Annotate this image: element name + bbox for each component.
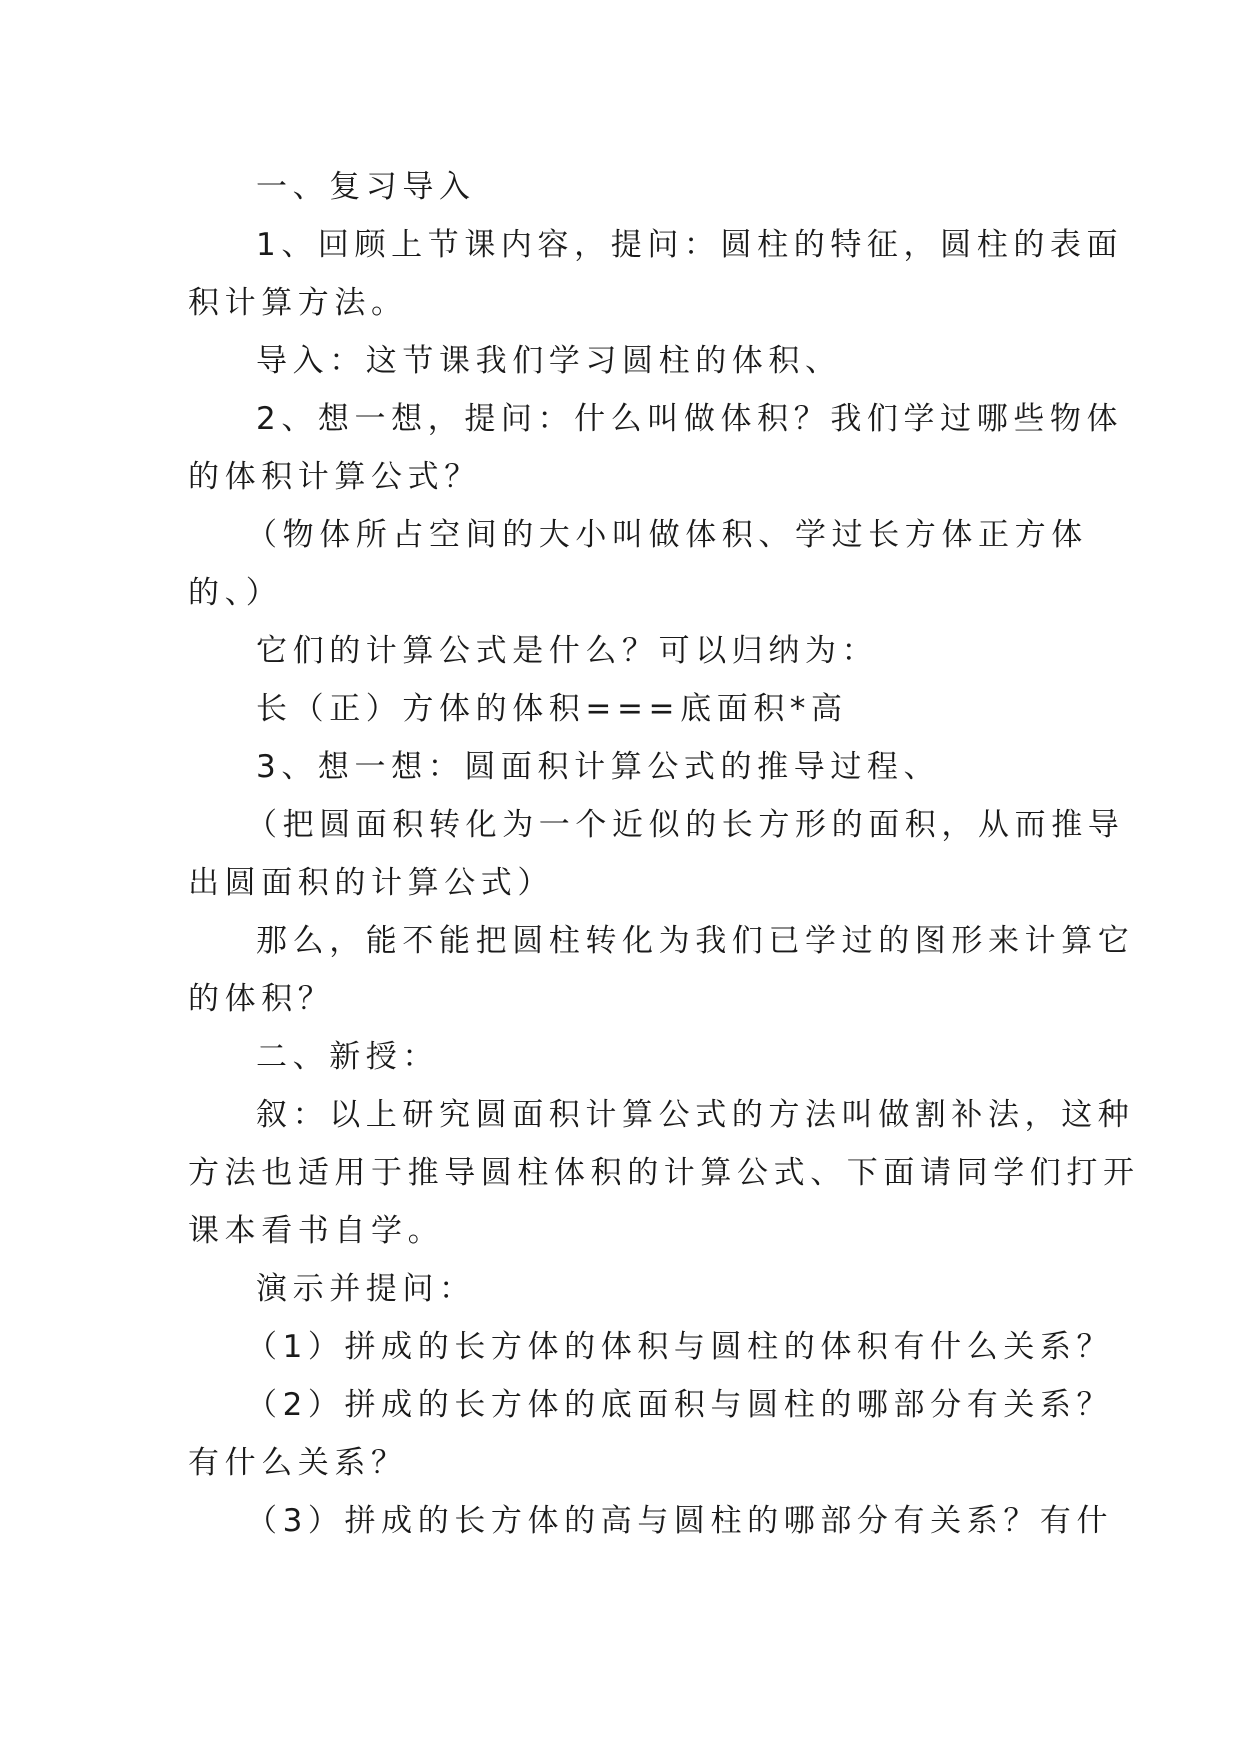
- section-heading-new-lesson: 二、新授：: [256, 1039, 439, 1075]
- paragraph-line: （把圆面积转化为一个近似的长方形的面积，从而推导: [246, 807, 1125, 843]
- paragraph-line: 3、想一想：圆面积计算公式的推导过程、: [256, 749, 941, 785]
- paragraph-line: 导入：这节课我们学习圆柱的体积、: [256, 343, 842, 379]
- paragraph-line: 的、）: [188, 575, 283, 611]
- paragraph-line: （物体所占空间的大小叫做体积、学过长方体正方体: [246, 517, 1088, 553]
- question-line: （1）拼成的长方体的体积与圆柱的体积有什么关系？: [246, 1329, 1114, 1365]
- paragraph-line: 它们的计算公式是什么？可以归纳为：: [256, 633, 879, 669]
- paragraph-line: 叙：以上研究圆面积计算公式的方法叫做割补法，这种: [256, 1097, 1135, 1133]
- paragraph-line: 积计算方法。: [188, 285, 408, 321]
- paragraph-line: 1、回顾上节课内容，提问：圆柱的特征，圆柱的表面: [256, 227, 1124, 263]
- formula-line: 长（正）方体的体积===底面积*高: [256, 691, 848, 727]
- question-line: （2）拼成的长方体的底面积与圆柱的哪部分有关系？: [246, 1387, 1114, 1423]
- paragraph-line: 那么，能不能把圆柱转化为我们已学过的图形来计算它: [256, 923, 1135, 959]
- paragraph-line: 方法也适用于推导圆柱体积的计算公式、下面请同学们打开: [188, 1155, 1140, 1191]
- paragraph-line: 有什么关系？: [188, 1445, 408, 1481]
- paragraph-line: 演示并提问：: [256, 1271, 476, 1307]
- paragraph-line: 出圆面积的计算公式）: [188, 865, 554, 901]
- document-body: [188, 158, 1140, 1550]
- section-heading-review: 一、复习导入: [256, 169, 476, 205]
- paragraph-line: 2、想一想，提问：什么叫做体积？我们学过哪些物体: [256, 401, 1124, 437]
- paragraph-line: 的体积计算公式？: [188, 459, 481, 495]
- paragraph-line: 课本看书自学。: [188, 1213, 445, 1249]
- question-line: （3）拼成的长方体的高与圆柱的哪部分有关系？有什: [246, 1503, 1114, 1539]
- paragraph-line: 的体积？: [188, 981, 335, 1017]
